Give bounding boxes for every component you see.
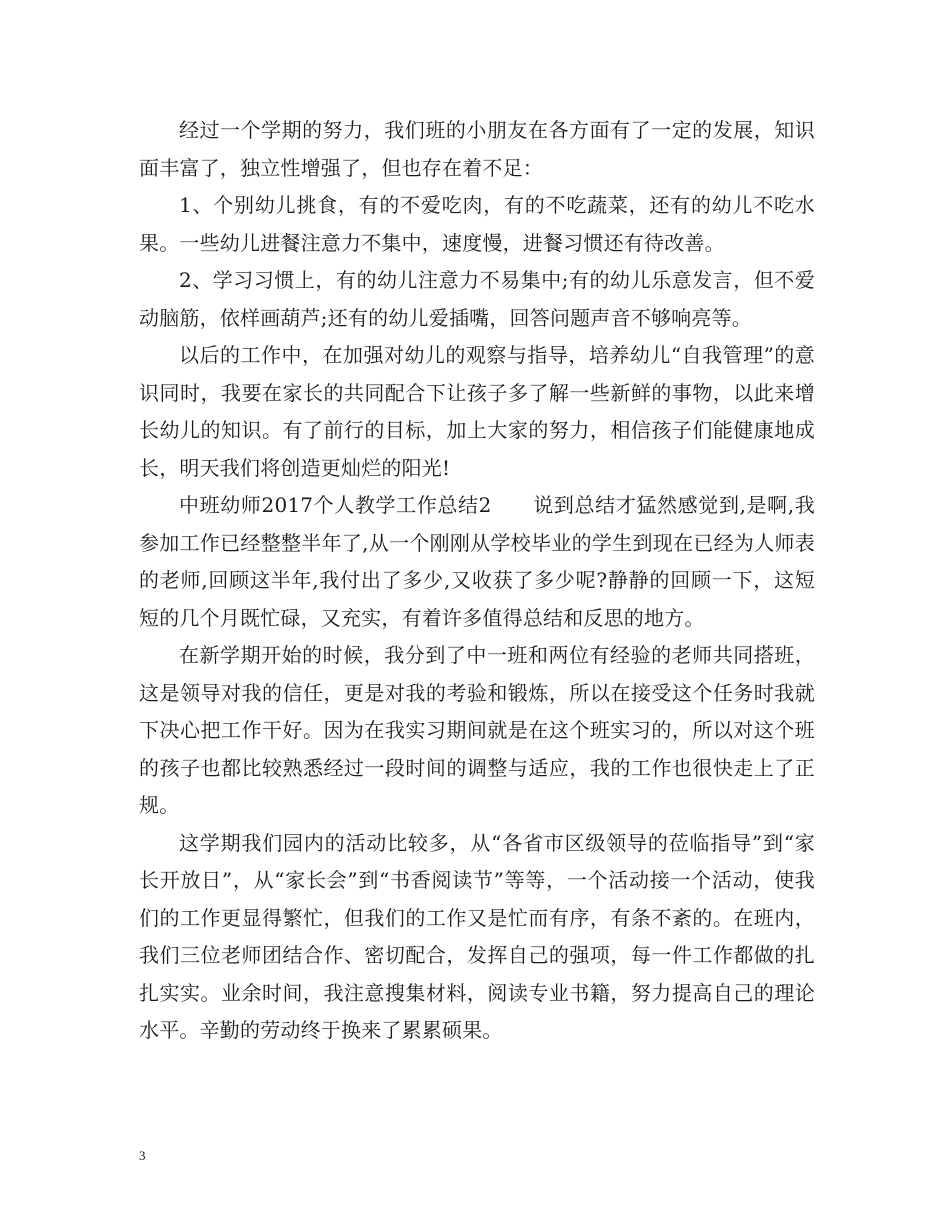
paragraph-summary-2-intro: 中班幼师2017个人教学工作总结2 说到总结才猛然感觉到,是啊,我参加工作已经整整半年了,从一个刚刚从学校毕业的学生到现在已经为人师表的老师,回顾这半年,我付出了多少,又收获了多少呢?静静的回顾一下，这短短的几个月既忙碌，又充实，有着许多值得总结和反思的地方。 — [139, 493, 815, 630]
paragraph-eating-habits: 1、个别幼儿挑食，有的不爱吃肉，有的不吃蔬菜，还有的幼儿不吃水果。一些幼儿进餐注意力不集中，速度慢，进餐习惯还有待改善。 — [139, 193, 815, 255]
paragraph-new-semester: 在新学期开始的时候，我分到了中一班和两位有经验的老师共同搭班，这是领导对我的信任，更是对我的考验和锻炼，所以在接受这个任务时我就下决心把工作干好。因为在我实习期间就是在这个班实习的，所以对这个班的孩子也都比较熟悉经过一段时间的调整与适应，我的工作也很快走上了正规。 — [139, 643, 815, 817]
paragraph-future-work: 以后的工作中，在加强对幼儿的观察与指导，培养幼儿“自我管理”的意识同时，我要在家长的共同配合下让孩子多了解一些新鲜的事物，以此来增长幼儿的知识。有了前行的目标，加上大家的努力，相信孩子们能健康地成长，明天我们将创造更灿烂的阳光! — [139, 343, 815, 480]
paragraph-study-habits: 2、学习习惯上，有的幼儿注意力不易集中;有的幼儿乐意发言，但不爱动脑筋，依样画葫芦;还有的幼儿爱插嘴，回答问题声音不够响亮等。 — [139, 268, 815, 330]
paragraph-activities: 这学期我们园内的活动比较多，从“各省市区级领导的莅临指导”到“家长开放日”，从“家长会”到“书香阅读节”等等，一个活动接一个活动，使我们的工作更显得繁忙，但我们的工作又是忙而有序，有条不紊的。在班内，我们三位老师团结合作、密切配合，发挥自己的强项，每一件工作都做的扎扎实实。业余时间，我注意搜集材料，阅读专业书籍，努力提高自己的理论水平。辛勤的劳动终于换来了累累硕果。 — [139, 830, 815, 1042]
document-body — [139, 112, 815, 1050]
paragraph-intro: 经过一个学期的努力，我们班的小朋友在各方面有了一定的发展，知识面丰富了，独立性增强了，但也存在着不足： — [139, 118, 815, 180]
page-number: 3 — [139, 1148, 146, 1163]
